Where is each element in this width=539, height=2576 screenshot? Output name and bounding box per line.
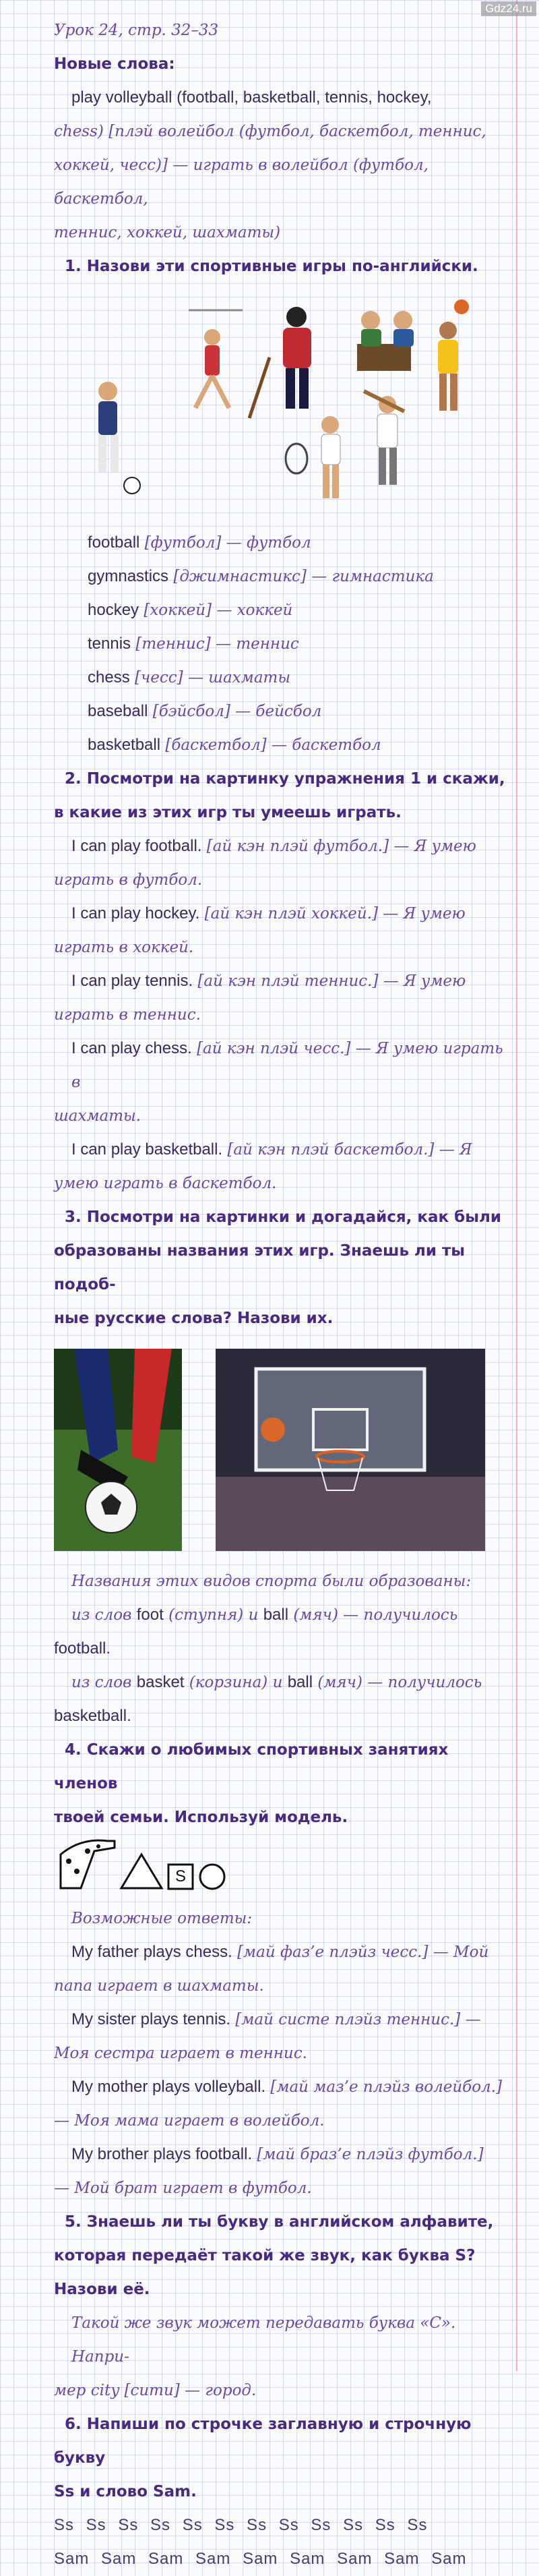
- new-words-english: play volleyball (football, basketball, tennis, hockey,: [71, 88, 432, 107]
- answer-line: My brother plays football. [май браз’е плэйз футбол.]: [71, 2145, 484, 2163]
- word-row: chess [чесс] — шахматы: [88, 668, 291, 686]
- exercise-4-answers: [54, 1935, 507, 2205]
- exercise-5-text-1: Такой же звук может передавать буква «С». Напри-: [71, 2314, 456, 2366]
- answer-line: I can play hockey. [ай кэн плэй хоккей.] — Я умею: [71, 904, 466, 923]
- new-words-line-2: [54, 115, 507, 148]
- exercise-4-title-cont: твоей семьи. Используй модель.: [54, 1809, 348, 1826]
- speech-model-diagram: [54, 1834, 229, 1902]
- new-words-line-1: [54, 81, 507, 115]
- answer-line: My sister plays tennis. [май систе плэйз теннис.] —: [71, 2010, 481, 2028]
- new-words-line-4: теннис, хоккей, шахматы): [54, 224, 281, 241]
- exercise-3-text-1: Названия этих видов спорта были образованы:: [71, 1573, 472, 1590]
- exercise-2-title-cont: в какие из этих игр ты умеешь играть.: [54, 804, 402, 821]
- gymnast-figure: [189, 310, 243, 408]
- exercise-3-text-5: basketball.: [54, 1707, 131, 1725]
- answer-line: My mother plays volleyball. [май маз’е плэйз волейбол.]: [71, 2078, 502, 2096]
- practice-row-words: Sam Sam Sam Sam Sam Sam Sam Sam Sam: [54, 2550, 467, 2568]
- exercise-6-title-cont: Ss и слово Sam.: [54, 2483, 197, 2500]
- word-row: gymnastics [джимнастикс] — гимнастика: [88, 567, 434, 585]
- answer-line: Моя сестра играет в теннис.: [54, 2045, 307, 2062]
- word-row: tennis [теннис] — теннис: [88, 635, 299, 653]
- exercise-6-title: 6. Напиши по строчке заглавную и строчную букву: [54, 2416, 472, 2467]
- answer-line: — Моя мама играет в волейбол.: [54, 2112, 325, 2130]
- basketball-photo: [216, 1349, 485, 1551]
- answer-line: I can play football. [ай кэн плэй футбол.] — Я умею: [71, 837, 476, 855]
- exercise-2-answers: [54, 829, 507, 1200]
- word-row: baseball [бэйсбол] — бейсбол: [88, 702, 322, 720]
- basketball-player-figure: [438, 299, 469, 411]
- exercise-3-title-cont: образованы названия этих игр. Знаешь ли ты подоб-: [54, 1242, 466, 1293]
- exercise-5-title-cont: которая передаёт такой же звук, как буква S?: [54, 2247, 476, 2264]
- hockey-player-figure: [249, 307, 311, 418]
- exercise-3-title-end: ные русские слова? Назови их.: [54, 1310, 334, 1327]
- word-row: football [футбол] — футбол: [88, 533, 311, 552]
- word-row: basketball [баскетбол] — баскетбол: [88, 736, 381, 754]
- exercise-3-photos: [54, 1335, 507, 1564]
- chess-players-figure: [357, 311, 414, 371]
- answer-line: I can play basketball. [ай кэн плэй баскетбол.] — Я: [71, 1140, 472, 1159]
- practice-row-letters: Ss Ss Ss Ss Ss Ss Ss Ss Ss Ss Ss Ss: [54, 2516, 428, 2534]
- model-letter: S: [175, 1867, 187, 1885]
- answer-line: I can play tennis. [ай кэн плэй теннис.] — Я умею: [71, 972, 466, 990]
- circle-icon: [200, 1865, 224, 1889]
- notebook-margin-line: [516, 0, 517, 2371]
- exercise-4-subtitle: Возможные ответы:: [71, 1910, 253, 1927]
- site-badge: Gdz24.ru: [481, 1, 536, 16]
- word-row: hockey [хоккей] — хоккей: [88, 601, 293, 619]
- football-player-figure: [98, 382, 140, 494]
- football-photo-image: [54, 1349, 182, 1551]
- new-words-transcription: chess) [плэй волейбол (футбол, баскетбол, теннис,: [54, 123, 486, 140]
- exercise-5-title-end: Назови её.: [54, 2281, 150, 2298]
- new-words-title: Новые слова:: [54, 55, 175, 73]
- answer-line: умею играть в баскетбол.: [54, 1175, 277, 1192]
- exercise-2-title: 2. Посмотри на картинку упражнения 1 и скажи,: [65, 770, 505, 788]
- answer-line: I can play chess. [ай кэн плэй чесс.] — Я умею играть в: [71, 1039, 503, 1091]
- answer-line: шахматы.: [54, 1107, 141, 1125]
- baseball-player-figure: [364, 391, 404, 485]
- exercise-5-title: 5. Знаешь ли ты букву в английском алфавите,: [65, 2213, 494, 2231]
- answer-line: — Мой брат играет в футбол.: [54, 2179, 312, 2197]
- football-photo: [54, 1349, 182, 1551]
- answer-line: играть в хоккей.: [54, 939, 194, 956]
- answer-line: играть в футбол.: [54, 871, 203, 889]
- exercise-3-text-3: football.: [54, 1639, 111, 1658]
- exercise-4-model: [54, 1834, 507, 1902]
- new-words-line-3: хоккей, чесс)] — играть в волейбол (футбол, баскетбол,: [54, 156, 429, 208]
- exercise-3-text-2: из слов foot (ступня) и ball (мяч) — получилось: [71, 1606, 458, 1624]
- exercise-5-text-2: мер city [сити] — город.: [54, 2382, 257, 2399]
- triangle-icon: [121, 1854, 162, 1888]
- answer-line: играть в теннис.: [54, 1006, 201, 1024]
- lesson-header: Урок 24, стр. 32–33: [54, 22, 219, 39]
- exercise-1-word-list: [54, 526, 507, 762]
- answer-line: папа играет в шахматы.: [54, 1977, 264, 1995]
- answer-line: My father plays chess. [май фаз’е плэйз чесс.] — Мой: [71, 1943, 489, 1961]
- exercise-4-title: 4. Скажи о любимых спортивных занятиях членов: [54, 1741, 449, 1792]
- giraffe-icon: [61, 1840, 115, 1888]
- exercise-3-text-4: из слов basket (корзина) и ball (мяч) — получилось: [71, 1673, 482, 1691]
- exercise-3-title: 3. Посмотри на картинки и догадайся, как были: [65, 1208, 501, 1226]
- exercise-1-title: 1. Назови эти спортивные игры по-английски.: [65, 258, 478, 275]
- basketball-photo-image: [216, 1349, 485, 1551]
- tennis-player-figure: [286, 416, 340, 498]
- notebook-page: [54, 13, 507, 2576]
- sports-illustration: [54, 283, 507, 526]
- sports-players-illustration: [67, 290, 485, 519]
